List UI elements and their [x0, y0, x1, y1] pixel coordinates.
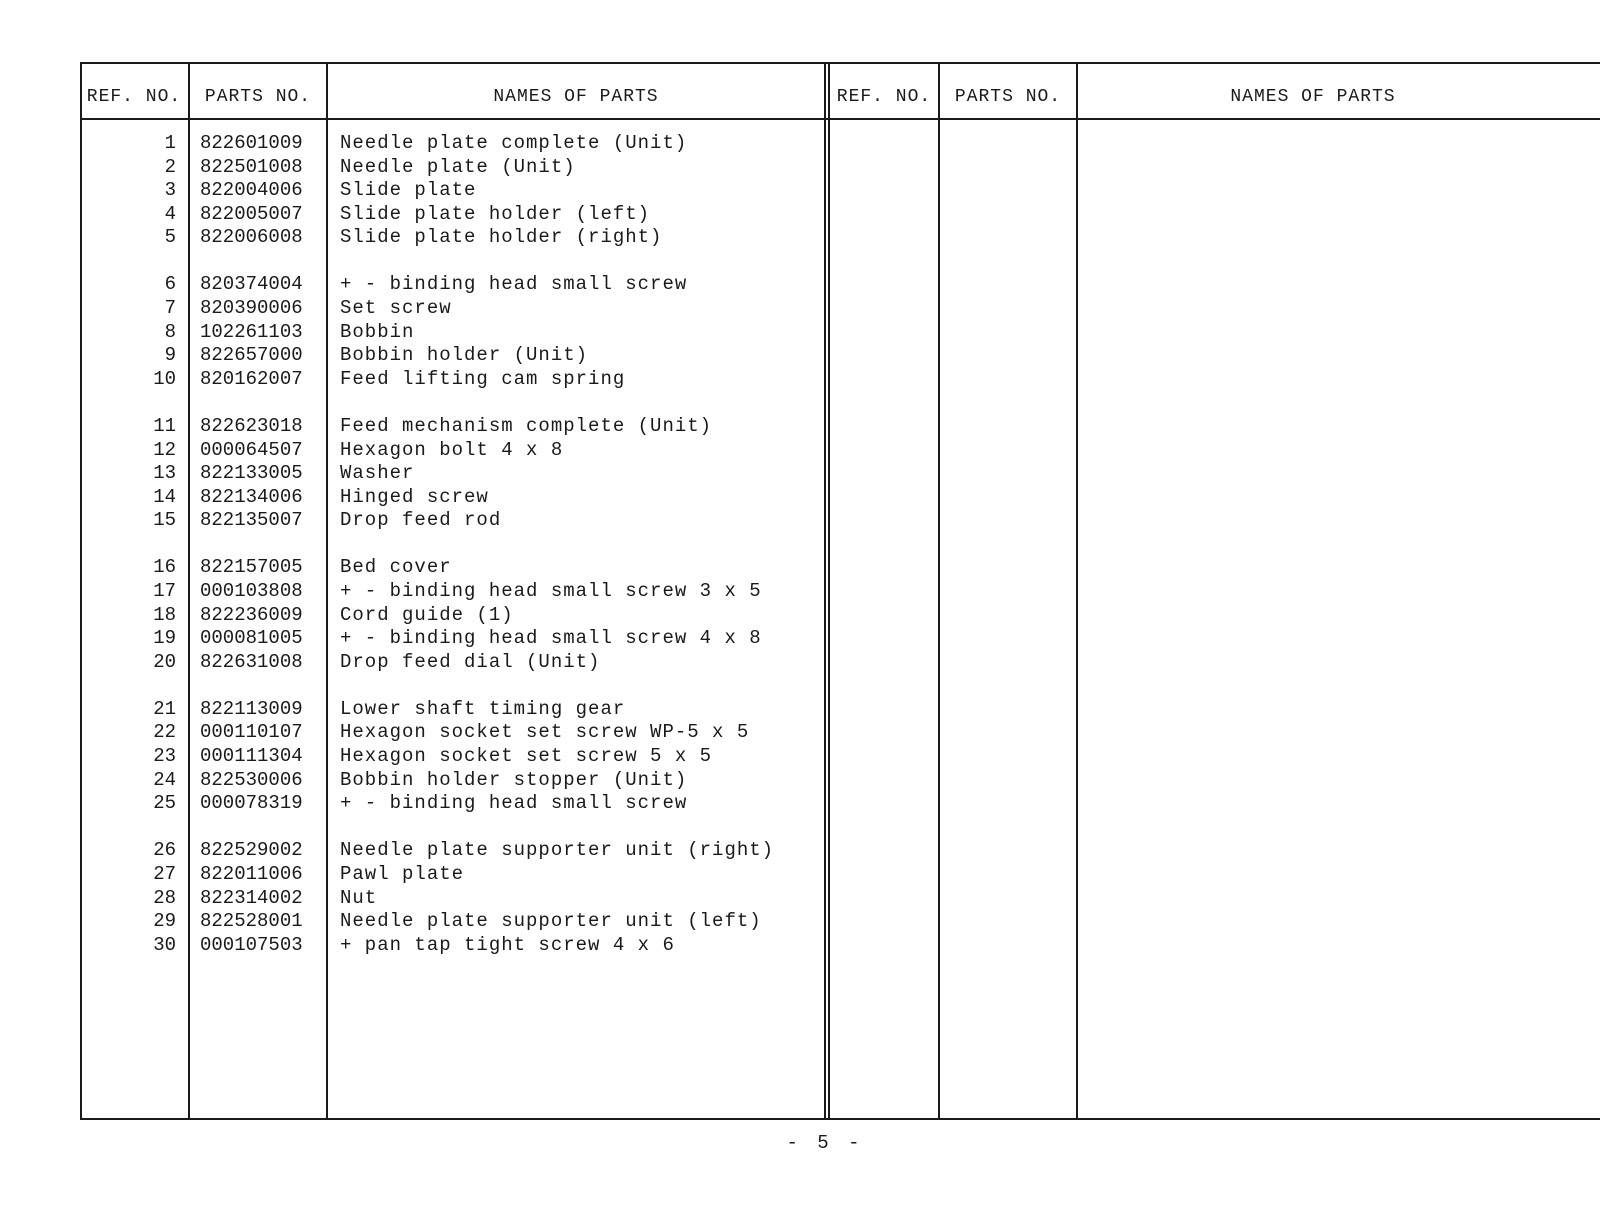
ref-no-cell: 11: [153, 414, 176, 437]
part-name-cell: Slide plate holder (left): [340, 202, 651, 225]
part-name-cell: + - binding head small screw: [340, 792, 688, 815]
parts-no-cell: 822601009: [200, 132, 303, 154]
table-row: [80, 934, 840, 958]
parts-no-cell: 822113009: [200, 697, 303, 720]
part-name-cell: Slide plate holder (right): [340, 226, 663, 249]
parts-no-cell: 000078319: [200, 792, 303, 815]
parts-no-cell: 820162007: [200, 367, 303, 390]
parts-no-cell: 822530006: [200, 768, 303, 791]
ref-no-cell: 21: [153, 697, 176, 720]
ref-no-cell: 22: [153, 721, 176, 744]
part-name-cell: Bobbin holder (Unit): [340, 344, 589, 367]
parts-rows: [80, 132, 840, 981]
header-names-of-parts-left: NAMES OF PARTS: [493, 87, 659, 107]
parts-group: [80, 698, 840, 816]
part-name-cell: Bobbin: [340, 320, 415, 343]
ref-no-cell: 16: [153, 556, 176, 579]
parts-no-cell: 000064507: [200, 438, 303, 461]
part-name-cell: Lower shaft timing gear: [340, 697, 626, 720]
ref-no-cell: 14: [153, 485, 176, 508]
parts-no-cell: 822657000: [200, 344, 303, 367]
header-names-of-parts-right: NAMES OF PARTS: [1230, 87, 1396, 107]
part-name-cell: Hinged screw: [340, 485, 489, 508]
table-row: [80, 698, 840, 722]
ref-no-cell: 9: [164, 344, 176, 367]
ref-no-cell: 19: [153, 627, 176, 650]
ref-no-cell: 3: [164, 179, 176, 202]
table-row: [80, 627, 840, 651]
parts-no-cell: 822631008: [200, 650, 303, 673]
parts-no-cell: 000081005: [200, 627, 303, 650]
table-row: [80, 297, 840, 321]
table-row: [80, 651, 840, 675]
parts-no-cell: 822623018: [200, 414, 303, 437]
ref-no-cell: 13: [153, 462, 176, 485]
part-name-cell: Needle plate supporter unit (right): [340, 839, 775, 862]
part-name-cell: Pawl plate: [340, 862, 465, 885]
part-name-cell: Needle plate supporter unit (left): [340, 910, 762, 933]
ref-no-cell: 4: [164, 202, 176, 225]
ref-no-cell: 18: [153, 603, 176, 626]
ref-no-cell: 20: [153, 650, 176, 673]
table-row: [80, 462, 840, 486]
part-name-cell: Bobbin holder stopper (Unit): [340, 768, 688, 791]
table-row: [80, 226, 840, 250]
table-row: [80, 863, 840, 887]
parts-no-cell: 822236009: [200, 603, 303, 626]
part-name-cell: Cord guide (1): [340, 603, 514, 626]
table-row: [80, 556, 840, 580]
table-row: [80, 745, 840, 769]
table-row: [80, 321, 840, 345]
ref-no-cell: 28: [153, 886, 176, 909]
table-row: [80, 887, 840, 911]
parts-list-table: [80, 62, 1600, 1120]
parts-no-cell: 822528001: [200, 910, 303, 933]
parts-no-cell: 820374004: [200, 273, 303, 296]
parts-no-cell: 000103808: [200, 580, 303, 602]
table-row: [80, 156, 840, 180]
ref-no-cell: 12: [153, 438, 176, 461]
table-row: [80, 368, 840, 392]
header-parts-no-right: PARTS NO.: [954, 87, 1062, 107]
parts-group: [80, 132, 840, 250]
table-row: [80, 344, 840, 368]
table-row: [80, 273, 840, 297]
parts-no-cell: 822501008: [200, 155, 303, 178]
ref-no-cell: 27: [153, 862, 176, 885]
header-ref-no-right: REF. NO.: [836, 87, 932, 107]
part-name-cell: Needle plate complete (Unit): [340, 132, 688, 154]
part-name-cell: + - binding head small screw: [340, 273, 688, 296]
parts-no-cell: 000111304: [200, 745, 303, 768]
part-name-cell: Washer: [340, 462, 415, 485]
part-name-cell: + pan tap tight screw 4 x 6: [340, 933, 675, 956]
ref-no-cell: 8: [164, 320, 176, 343]
part-name-cell: Hexagon bolt 4 x 8: [340, 438, 564, 461]
table-row: [80, 415, 840, 439]
ref-no-cell: 29: [153, 910, 176, 933]
ref-no-cell: 15: [153, 509, 176, 532]
part-name-cell: Slide plate: [340, 179, 477, 202]
column-divider-parts-names-right: [1076, 62, 1078, 1120]
part-name-cell: + - binding head small screw 4 x 8: [340, 627, 762, 650]
ref-no-cell: 25: [153, 792, 176, 815]
table-row: [80, 439, 840, 463]
ref-no-cell: 2: [164, 155, 176, 178]
table-row: [80, 179, 840, 203]
ref-no-cell: 7: [164, 297, 176, 320]
header-parts-no-left: PARTS NO.: [204, 87, 312, 107]
parts-no-cell: 822005007: [200, 202, 303, 225]
parts-no-cell: 822006008: [200, 226, 303, 249]
part-name-cell: Feed lifting cam spring: [340, 367, 626, 390]
parts-no-cell: 000110107: [200, 721, 303, 744]
part-name-cell: Feed mechanism complete (Unit): [340, 414, 713, 437]
part-name-cell: Hexagon socket set screw WP-5 x 5: [340, 721, 750, 744]
ref-no-cell: 10: [153, 367, 176, 390]
parts-no-cell: 822157005: [200, 556, 303, 579]
column-divider-ref-parts-right: [938, 62, 940, 1120]
table-row: [80, 792, 840, 816]
page-number: - 5 -: [786, 1132, 864, 1154]
header-ref-no-left: REF. NO.: [86, 87, 182, 107]
part-name-cell: Needle plate (Unit): [340, 155, 576, 178]
ref-no-cell: 5: [164, 226, 176, 249]
ref-no-cell: 24: [153, 768, 176, 791]
parts-no-cell: 822011006: [200, 862, 303, 885]
part-name-cell: Nut: [340, 886, 378, 909]
part-name-cell: Drop feed dial (Unit): [340, 650, 601, 673]
ref-no-cell: 26: [153, 839, 176, 862]
parts-group: [80, 415, 840, 533]
part-name-cell: Set screw: [340, 297, 452, 320]
parts-no-cell: 820390006: [200, 297, 303, 320]
parts-no-cell: 822135007: [200, 509, 303, 532]
part-name-cell: Bed cover: [340, 556, 452, 579]
header-bottom-border: [80, 118, 1600, 120]
ref-no-cell: 6: [164, 273, 176, 296]
part-name-cell: Drop feed rod: [340, 509, 502, 532]
table-row: [80, 486, 840, 510]
ref-no-cell: 23: [153, 745, 176, 768]
part-name-cell: + - binding head small screw 3 x 5: [340, 580, 762, 602]
parts-no-cell: 822529002: [200, 839, 303, 862]
part-name-cell: Hexagon socket set screw 5 x 5: [340, 745, 713, 768]
table-row: [80, 604, 840, 628]
table-row: [80, 839, 840, 863]
parts-group: [80, 556, 840, 674]
parts-no-cell: 000107503: [200, 933, 303, 956]
parts-no-cell: 822004006: [200, 179, 303, 202]
table-row: [80, 509, 840, 533]
parts-no-cell: 822134006: [200, 485, 303, 508]
parts-no-cell: 102261103: [200, 320, 303, 343]
table-row: [80, 203, 840, 227]
parts-no-cell: 822133005: [200, 462, 303, 485]
table-bottom-border: [80, 1118, 1600, 1120]
table-row: [80, 910, 840, 934]
parts-no-cell: 822314002: [200, 886, 303, 909]
table-row: [80, 132, 840, 156]
parts-group: [80, 839, 840, 957]
parts-group: [80, 273, 840, 391]
ref-no-cell: 30: [153, 933, 176, 956]
ref-no-cell: 17: [153, 580, 176, 602]
table-row: [80, 769, 840, 793]
table-row: [80, 721, 840, 745]
ref-no-cell: 1: [164, 132, 176, 154]
table-row: [80, 580, 840, 604]
